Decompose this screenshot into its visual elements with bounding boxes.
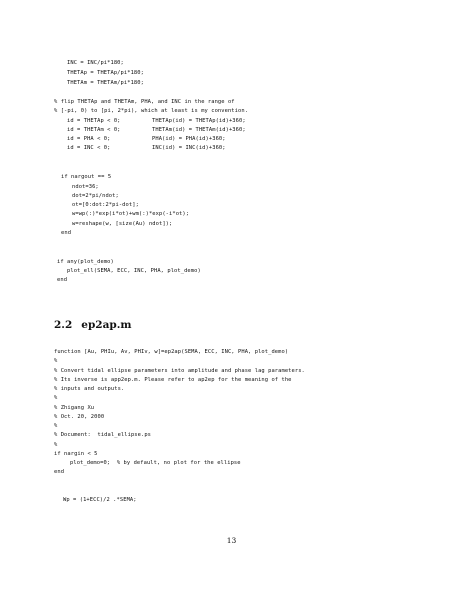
code-line: ot=[0:dot:2*pi-dot]; xyxy=(72,202,139,208)
code-line: % xyxy=(54,358,58,364)
code-line: % Zhigang Xu xyxy=(54,405,95,411)
code-line: if any(plot_demo) xyxy=(57,259,114,265)
code-line: THETAp = THETAp/pi*180; xyxy=(67,70,144,76)
code-line: % Document: tidal_ellipse.ps xyxy=(54,432,152,438)
code-line: plot_demo=0; % by default, no plot for the ellipse xyxy=(70,460,241,466)
code-line: Wp = (1+ECC)/2 .*SEMA; xyxy=(63,497,137,503)
code-line: if nargin < 5 xyxy=(54,451,98,457)
code-line: w=wp(:)*exp(i*ot)+wm(:)*exp(-i*ot); xyxy=(72,211,190,217)
code-line: THETAm = THETAm/pi*180; xyxy=(67,80,144,86)
code-line: % xyxy=(54,442,58,448)
code-line: id = THETAm < 0; xyxy=(67,127,121,133)
section-number: 2.2 xyxy=(54,319,73,331)
code-line: % Its inverse is app2ep.m. Please refer to ap2ep for the meaning of the xyxy=(54,377,292,383)
section-heading xyxy=(54,319,132,331)
code-line: % inputs and outputs. xyxy=(54,386,125,392)
code-line: % Convert tidal ellipse parameters into amplitude and phase lag parameters. xyxy=(54,368,305,374)
code-line: end xyxy=(57,277,68,283)
code-line: PHA(id) = PHA(id)+360; xyxy=(152,136,226,142)
code-line: end xyxy=(54,469,65,475)
code-line: % xyxy=(54,395,58,401)
code-line: plot_ell(SEMA, ECC, INC, PHA, plot_demo) xyxy=(67,268,201,274)
code-line: INC(id) = INC(id)+360; xyxy=(152,145,226,151)
code-line: end xyxy=(61,230,72,236)
code-line: % Oct. 20, 2000 xyxy=(54,414,105,420)
code-line: % [-pi, 0) to [pi, 2*pi), which at least is my convention. xyxy=(54,108,249,114)
code-line: ndot=36; xyxy=(72,184,99,190)
code-line: THETAp(id) = THETAp(id)+360; xyxy=(152,118,246,124)
code-line: w=reshape(w, [size(Au) ndot]); xyxy=(72,221,173,227)
code-line: % xyxy=(54,423,58,429)
code-line: id = THETAp < 0; xyxy=(67,118,121,124)
code-line: function [Au, PHIu, Av, PHIv, w]=ep2ap(SEMA, ECC, INC, PHA, plot_demo) xyxy=(54,349,289,355)
code-line: id = PHA < 0; xyxy=(67,136,111,142)
code-line: THETAm(id) = THETAm(id)+360; xyxy=(152,127,246,133)
code-line: if nargout == 5 xyxy=(61,174,112,180)
page-number: 13 xyxy=(226,536,237,545)
code-line: % flip THETAp and THETAm, PHA, and INC in the range of xyxy=(54,99,235,105)
code-line: id = INC < 0; xyxy=(67,145,111,151)
code-line: dot=2*pi/ndot; xyxy=(72,193,119,199)
section-title: ep2ap.m xyxy=(81,319,132,331)
code-line: INC = INC/pi*180; xyxy=(67,60,124,66)
